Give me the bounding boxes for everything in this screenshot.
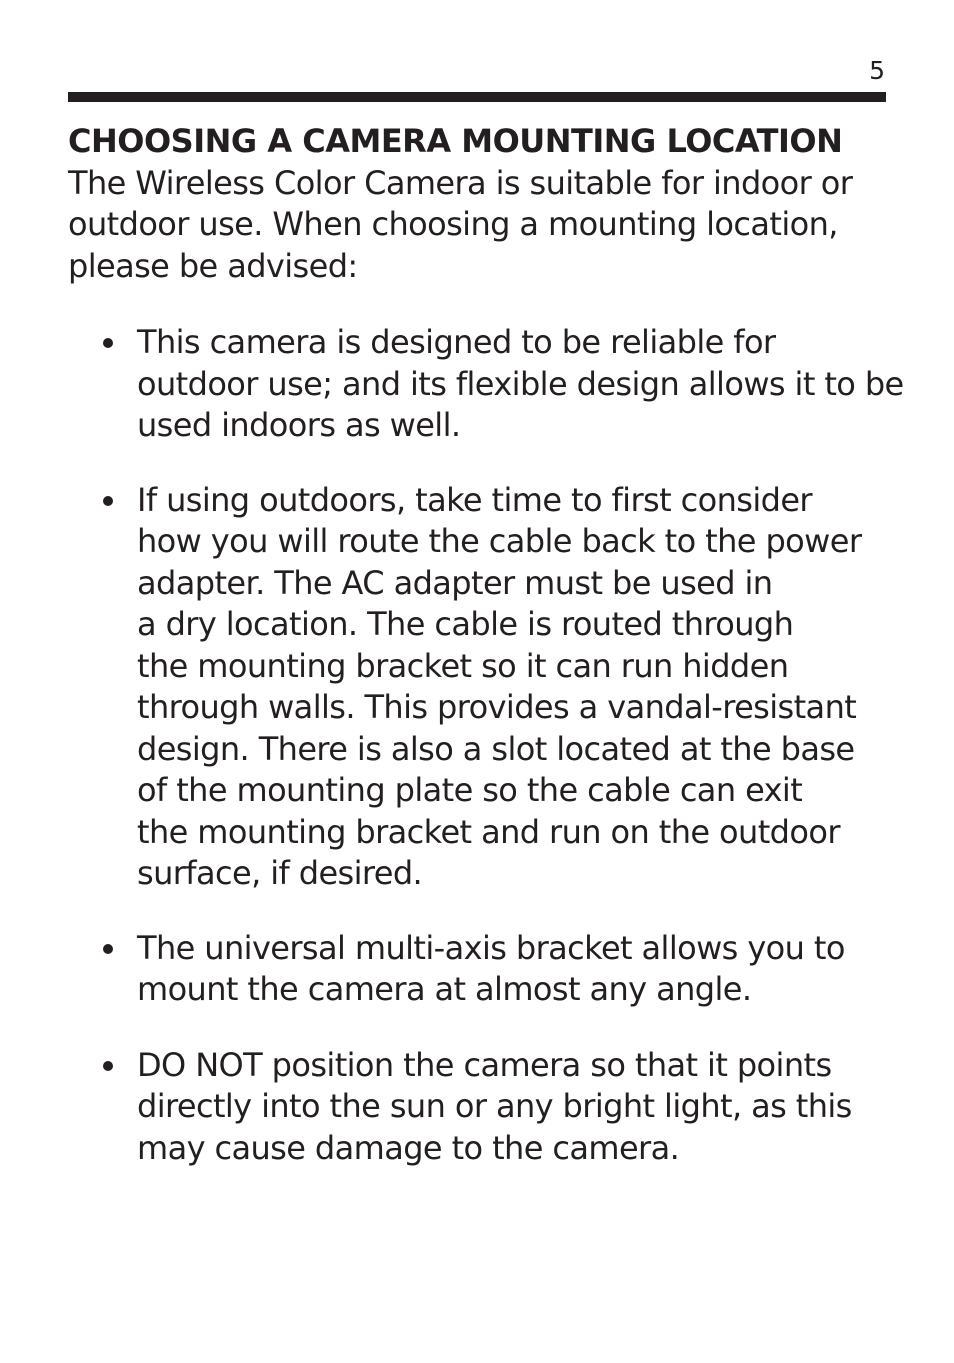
bullet-line: used indoors as well.: [137, 406, 461, 444]
intro-line: outdoor use. When choosing a mounting location,: [68, 205, 838, 243]
section: [68, 121, 904, 1167]
intro-line: please be advised:: [68, 246, 358, 285]
bullet-line: The universal multi-axis bracket allows you to: [137, 928, 845, 967]
bullet-line: may cause damage to the camera.: [137, 1128, 680, 1167]
bullet-line: a dry location. The cable is routed through: [137, 605, 794, 643]
bullet-line: adapter. The AC adapter must be used in: [137, 563, 773, 602]
bullet-line: the mounting bracket so it can run hidden: [137, 646, 789, 685]
page-number: 5: [869, 56, 885, 85]
bullet-line: of the mounting plate so the cable can exit: [137, 771, 803, 809]
bullet-line: the mounting bracket and run on the outdoor: [137, 812, 840, 851]
bullet-dot-icon: [103, 1061, 113, 1071]
bullet-list: [68, 322, 904, 1202]
bullet-item: [68, 322, 904, 447]
bullet-dot-icon: [103, 944, 113, 954]
bullet-dot-icon: [103, 496, 113, 506]
intro-line: The Wireless Color Camera is suitable for indoor or: [68, 163, 853, 202]
bullet-item: [68, 928, 904, 1011]
intro-paragraph: [68, 163, 898, 288]
bullet-dot-icon: [103, 338, 113, 348]
bullet-line: how you will route the cable back to the power: [137, 522, 862, 560]
bullet-line: This camera is designed to be reliable for: [137, 323, 776, 361]
bullet-item: [68, 1045, 904, 1170]
bullet-line: DO NOT position the camera so that it points: [137, 1045, 832, 1084]
section-heading: CHOOSING A CAMERA MOUNTING LOCATION: [68, 122, 843, 160]
bullet-line: design. There is also a slot located at the base: [137, 729, 855, 768]
bullet-line: outdoor use; and its flexible design allows it to be: [137, 364, 904, 403]
bullet-line: mount the camera at almost any angle.: [137, 970, 752, 1008]
bullet-item: [68, 480, 904, 895]
bullet-line: If using outdoors, take time to first consider: [137, 480, 812, 519]
bullet-line: directly into the sun or any bright light, as this: [137, 1087, 852, 1125]
bullet-line: surface, if desired.: [137, 854, 423, 892]
header-rule: [68, 92, 886, 102]
bullet-line: through walls. This provides a vandal-resistant: [137, 688, 857, 726]
